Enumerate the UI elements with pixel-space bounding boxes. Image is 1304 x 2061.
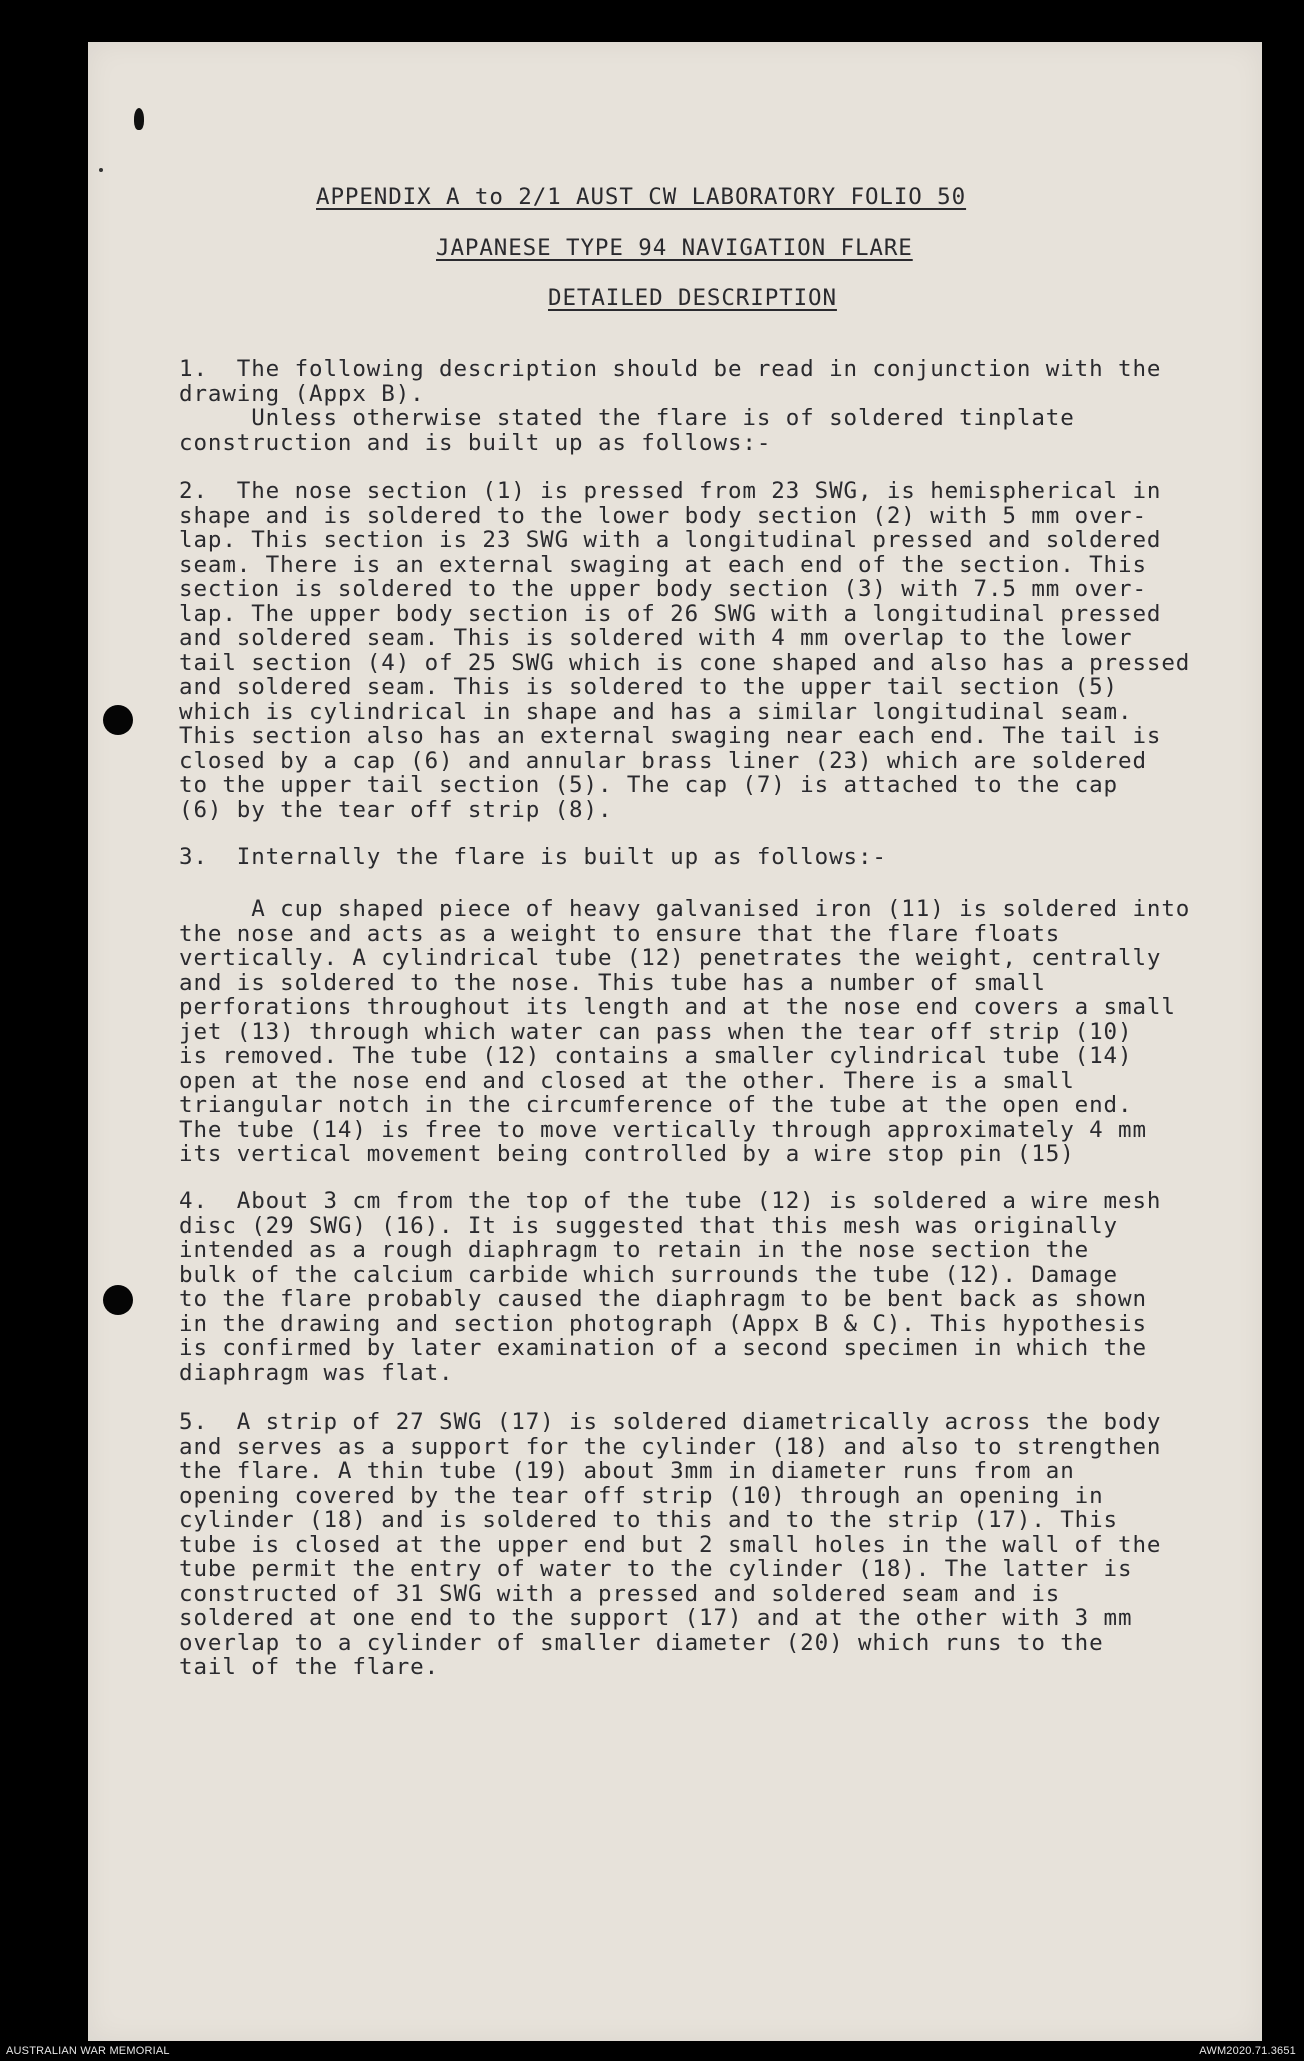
text-line: closed by a cap (6) and annular brass liner (23) which are soldered [179,747,1147,774]
document-title: APPENDIX A to 2/1 AUST CW LABORATORY FOLIO 50 [316,184,967,210]
text-line: bulk of the calcium carbide which surrounds the tube (12). Damage [179,1261,1118,1288]
text-line: construction and is built up as follows:- [179,429,772,456]
paragraph-3 [179,845,1219,870]
text-line: the nose and acts as a weight to ensure that the flare floats [179,920,1061,947]
text-line: Unless otherwise stated the flare is of soldered tinplate [179,405,1075,431]
text-line: triangular notch in the circumference of the tube at the open end. [179,1092,1133,1118]
text-line: constructed of 31 SWG with a pressed and soldered seam and is [179,1580,1061,1607]
text-line: open at the nose end and closed at the other. There is a small [179,1067,1075,1094]
text-line: lap. This section is 23 SWG with a longitudinal pressed and soldered [179,527,1162,553]
text-line: cylinder (18) and is soldered to this and to the strip (17). This [179,1507,1118,1533]
text-line: drawing (Appx B). [179,380,425,407]
document-subtitle: JAPANESE TYPE 94 NAVIGATION FLARE [436,235,913,261]
text-line: opening covered by the tear off strip (10) through an opening in [179,1482,1104,1509]
punch-hole-lower [103,1285,133,1315]
text-line: and soldered seam. This is soldered with 4 mm overlap to the lower [179,625,1133,651]
text-line: tube is closed at the upper end but 2 small holes in the wall of the [179,1531,1162,1558]
text-line: disc (29 SWG) (16). It is suggested that this mesh was originally [179,1212,1118,1239]
text-line: jet (13) through which water can pass when the tear off strip (10) [179,1018,1133,1045]
text-line: overlap to a cylinder of smaller diameter (20) which runs to the [179,1629,1104,1656]
text-line: which is cylindrical in shape and has a similar longitudinal seam. [179,698,1133,725]
text-line: 5. A strip of 27 SWG (17) is soldered diametrically across the body [179,1409,1162,1435]
text-line: diaphragm was flat. [179,1359,454,1386]
text-line: The tube (14) is free to move vertically through approximately 4 mm [179,1116,1147,1143]
text-line: in the drawing and section photograph (Appx B & C). This hypothesis [179,1310,1147,1337]
section-heading: DETAILED DESCRIPTION [548,285,837,311]
paragraph-4 [179,1189,1219,1385]
paper-speck [99,168,103,172]
text-line: perforations throughout its length and at the nose end covers a small [179,994,1176,1020]
text-line: the flare. A thin tube (19) about 3mm in diameter runs from an [179,1458,1075,1484]
text-line: seam. There is an external swaging at each end of the section. This [179,551,1147,578]
text-line: to the flare probably caused the diaphragm to be bent back as shown [179,1286,1147,1312]
text-line: 3. Internally the flare is built up as follows:- [179,844,887,870]
paper-damage-mark [134,108,144,130]
text-line: tail of the flare. [179,1654,440,1680]
archive-credit: AUSTRALIAN WAR MEMORIAL [6,2045,170,2057]
text-line: A cup shaped piece of heavy galvanised iron (11) is soldered into [179,896,1191,922]
paragraph-1 [179,357,1219,455]
text-line: (6) by the tear off strip (8). [179,796,613,823]
text-line: 2. The nose section (1) is pressed from 23 SWG, is hemispherical in [179,478,1162,504]
text-line: and is soldered to the nose. This tube has a number of small [179,969,1046,996]
text-line: tube permit the entry of water to the cylinder (18). The latter is [179,1556,1133,1582]
text-line: shape and is soldered to the lower body section (2) with 5 mm over- [179,502,1147,529]
text-line: 1. The following description should be read in conjunction with the [179,356,1162,382]
text-line: soldered at one end to the support (17) and at the other with 3 mm [179,1605,1133,1631]
text-line: vertically. A cylindrical tube (12) penetrates the weight, centrally [179,945,1162,971]
text-line: is removed. The tube (12) contains a smaller cylindrical tube (14) [179,1043,1133,1069]
text-line: intended as a rough diaphragm to retain in the nose section the [179,1237,1090,1263]
punch-hole-upper [103,705,133,735]
text-line: and soldered seam. This is soldered to the upper tail section (5) [179,674,1118,700]
archive-accession-number: AWM2020.71.3651 [1199,2045,1296,2057]
text-line: section is soldered to the upper body section (3) with 7.5 mm over- [179,576,1147,602]
text-line: tail section (4) of 25 SWG which is cone shaped and also has a pressed [179,649,1191,676]
text-line: its vertical movement being controlled by a wire stop pin (15) [179,1141,1075,1167]
text-line: is confirmed by later examination of a second specimen in which the [179,1335,1147,1361]
text-line: 4. About 3 cm from the top of the tube (12) is soldered a wire mesh [179,1188,1162,1214]
paragraph-3-body [179,897,1219,1167]
text-line: lap. The upper body section is of 26 SWG with a longitudinal pressed [179,600,1162,627]
paragraph-2 [179,479,1219,822]
text-line: to the upper tail section (5). The cap (7) is attached to the cap [179,772,1118,798]
paragraph-5 [179,1410,1219,1680]
text-line: and serves as a support for the cylinder (18) and also to strengthen [179,1433,1162,1460]
text-line: This section also has an external swaging near each end. The tail is [179,723,1162,749]
